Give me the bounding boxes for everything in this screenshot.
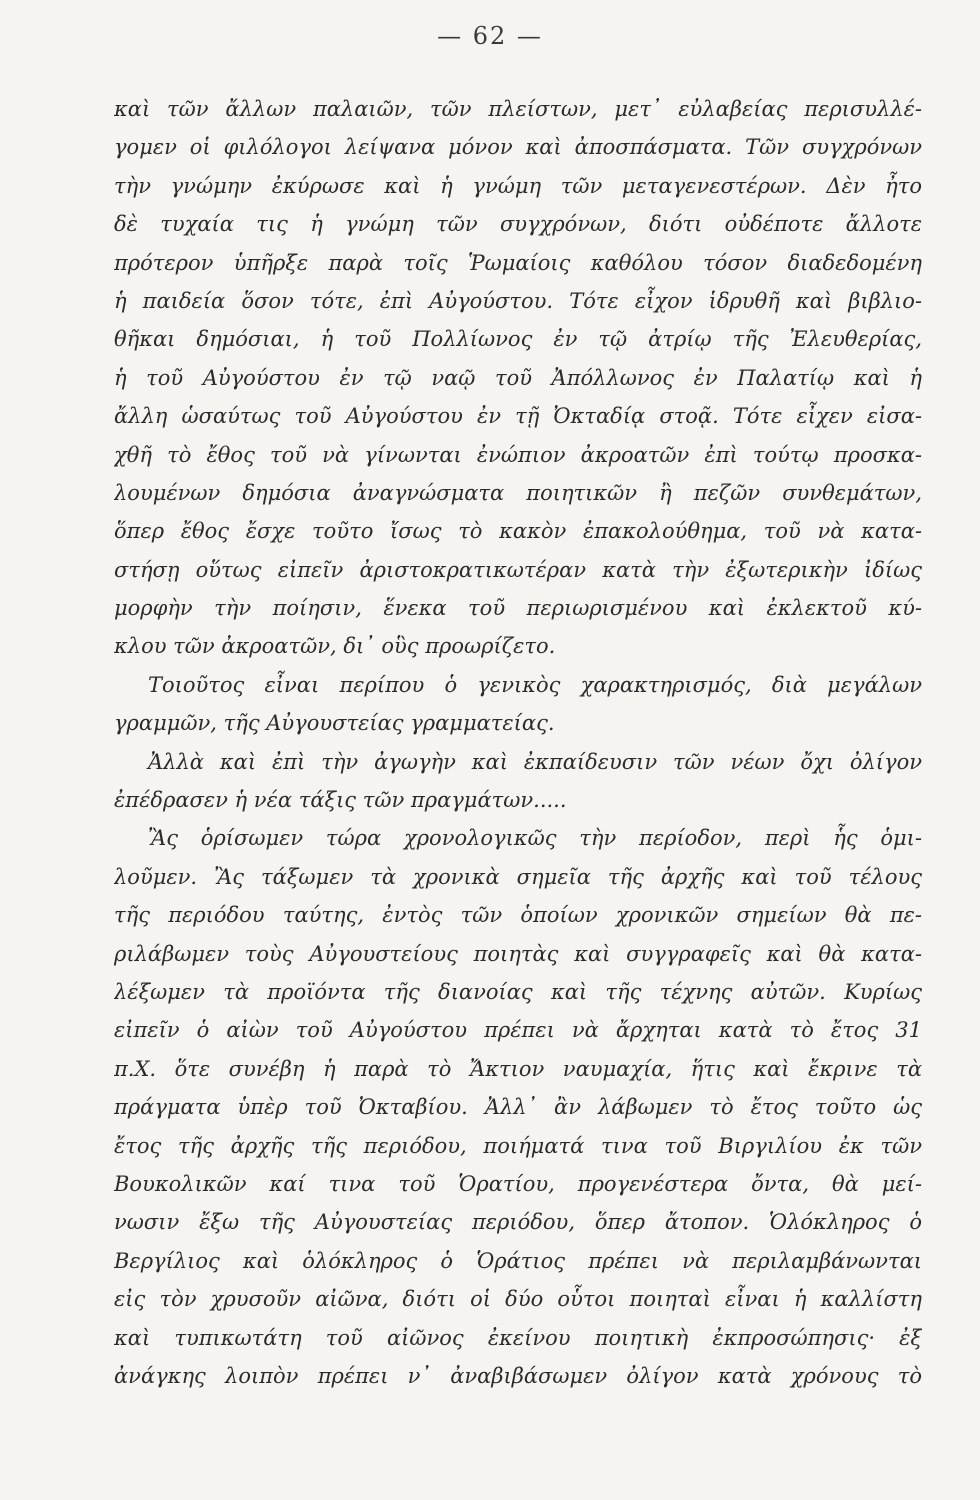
text-line: τὴν γνώμην ἐκύρωσε καὶ ἡ γνώμη τῶν μεταγενεστέρων. Δὲν ἦτο xyxy=(114,173,922,198)
text-line: Βουκολικῶν καί τινα τοῦ Ὁρατίου, προγενέστερα ὄντα, θὰ μεί- xyxy=(114,1171,922,1196)
text-line: λέξωμεν τὰ προϊόντα τῆς διανοίας καὶ τῆς τέχνης αὐτῶν. Κυρίως xyxy=(114,979,922,1004)
text-line: γομεν οἱ φιλόλογοι λείψανα μόνον καὶ ἀποσπάσματα. Τῶν συγχρόνων xyxy=(114,135,922,160)
text-line: στήσῃ οὕτως εἰπεῖν ἀριστοκρατικωτέραν κατὰ τὴν ἐξωτερικὴν ἰδίως xyxy=(114,557,922,582)
text-line: λοῦμεν. Ἂς τάξωμεν τὰ χρονικὰ σημεῖα τῆς ἀρχῆς καὶ τοῦ τέλους xyxy=(114,864,922,889)
text-line: εἰπεῖν ὁ αἰὼν τοῦ Αὐγούστου πρέπει νὰ ἄρχηται κατὰ τὸ ἔτος 31 xyxy=(114,1018,922,1043)
text-line: ἔτος τῆς ἀρχῆς τῆς περιόδου, ποιήματά τινα τοῦ Βιργιλίου ἐκ τῶν xyxy=(114,1133,922,1158)
text-line: δὲ τυχαία τις ἡ γνώμη τῶν συγχρόνων, διότι οὐδέποτε ἄλλοτε xyxy=(114,212,922,237)
text-line: Βεργίλιος καὶ ὁλόκληρος ὁ Ὁράτιος πρέπει νὰ περιλαμβάνωνται xyxy=(114,1248,922,1273)
text-line: Ἂς ὁρίσωμεν τώρα χρονολογικῶς τὴν περίοδον, περὶ ἧς ὁμι- xyxy=(148,826,922,851)
text-line: ἡ παιδεία ὅσον τότε, ἐπὶ Αὐγούστου. Τότε εἶχον ἱδρυθῆ καὶ βιβλιο- xyxy=(114,288,922,313)
text-line: καὶ τυπικωτάτη τοῦ αἰῶνος ἐκείνου ποιητικὴ ἐκπροσώπησις· ἐξ xyxy=(114,1325,922,1350)
text-line: ριλάβωμεν τοὺς Αὐγουστείους ποιητὰς καὶ συγγραφεῖς καὶ θὰ κατα- xyxy=(114,941,922,966)
body-text xyxy=(114,90,922,1395)
text-line: κλου τῶν ἀκροατῶν, δι᾽ οὓς προωρίζετο. xyxy=(114,634,556,659)
text-line: ὅπερ ἔθος ἔσχε τοῦτο ἴσως τὸ κακὸν ἐπακολούθημα, τοῦ νὰ κατα- xyxy=(114,519,922,544)
text-line: π.Χ. ὅτε συνέβη ἡ παρὰ τὸ Ἄκτιον ναυμαχία, ἥτις καὶ ἔκρινε τὰ xyxy=(114,1056,922,1081)
text-line: θῆκαι δημόσιαι, ἡ τοῦ Πολλίωνος ἐν τῷ ἀτρίῳ τῆς Ἐλευθερίας, xyxy=(114,327,922,352)
text-line: ἄλλη ὡσαύτως τοῦ Αὐγούστου ἐν τῇ Ὀκταδίᾳ στοᾷ. Τότε εἶχεν εἰσα- xyxy=(114,404,922,429)
text-line: τῆς περιόδου ταύτης, ἐντὸς τῶν ὁποίων χρονικῶν σημείων θὰ πε- xyxy=(114,903,922,928)
text-line: ἡ τοῦ Αὐγούστου ἐν τῷ ναῷ τοῦ Ἀπόλλωνος ἐν Παλατίῳ καὶ ἡ xyxy=(114,365,922,390)
text-line: ἐπέδρασεν ἡ νέα τάξις τῶν πραγμάτων..... xyxy=(114,788,567,813)
text-line: γραμμῶν, τῆς Αὐγουστείας γραμματείας. xyxy=(114,711,555,736)
text-line: Ἀλλὰ καὶ ἐπὶ τὴν ἀγωγὴν καὶ ἐκπαίδευσιν τῶν νέων ὄχι ὀλίγον xyxy=(148,749,922,774)
text-line: νωσιν ἔξω τῆς Αὐγουστείας περιόδου, ὅπερ ἄτοπον. Ὁλόκληρος ὁ xyxy=(114,1210,922,1235)
text-line: Τοιοῦτος εἶναι περίπου ὁ γενικὸς χαρακτηρισμός, διὰ μεγάλων xyxy=(148,672,922,697)
text-line: πρότερον ὑπῆρξε παρὰ τοῖς Ῥωμαίοις καθόλου τόσον διαδεδομένη xyxy=(114,250,922,275)
text-line: ἀνάγκης λοιπὸν πρέπει ν᾽ ἀναβιβάσωμεν ὀλίγον κατὰ χρόνους τὸ xyxy=(114,1363,922,1388)
page-number: — 62 — xyxy=(437,22,543,50)
text-line: εἰς τὸν χρυσοῦν αἰῶνα, διότι οἱ δύο οὗτοι ποιηταὶ εἶναι ἡ καλλίστη xyxy=(114,1287,922,1312)
text-line: λουμένων δημόσια ἀναγνώσματα ποιητικῶν ἢ πεζῶν συνθεμάτων, xyxy=(114,480,922,505)
text-line: χθῆ τὸ ἔθος τοῦ νὰ γίνωνται ἐνώπιον ἀκροατῶν ἐπὶ τούτῳ προσκα- xyxy=(114,442,922,467)
text-line: μορφὴν τὴν ποίησιν, ἕνεκα τοῦ περιωρισμένου καὶ ἐκλεκτοῦ κύ- xyxy=(114,596,922,621)
text-line: καὶ τῶν ἄλλων παλαιῶν, τῶν πλείστων, μετ᾽ εὐλαβείας περισυλλέ- xyxy=(114,97,922,121)
text-line: πράγματα ὑπὲρ τοῦ Ὀκταβίου. Ἀλλ᾽ ἂν λάβωμεν τὸ ἔτος τοῦτο ὡς xyxy=(114,1095,922,1120)
